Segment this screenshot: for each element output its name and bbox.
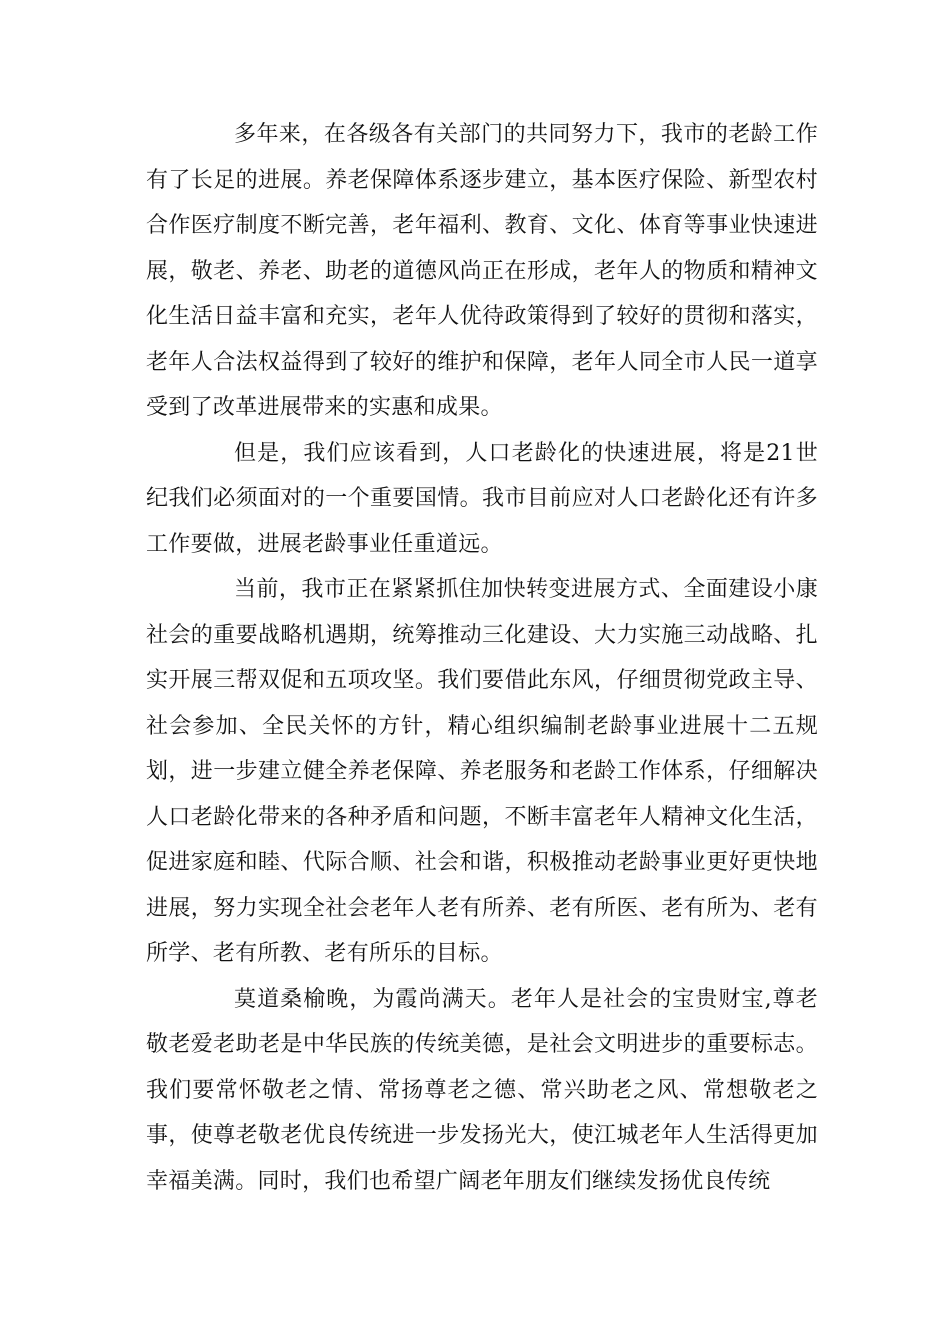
paragraph-1: 多年来，在各级各有关部门的共同努力下，我市的老龄工作有了长足的进展。养老保障体系逐步建立，基本医疗保险、新型农村合作医疗制度不断完善，老年福利、教育、文化、体育等事业快速进展，敬老、养老、助老的道德风尚正在形成，老年人的物质和精神文化生活日益丰富和充实，老年人优待政策得到了较好的贯彻和落实，老年人合法权益得到了较好的维护和保障，老年人同全市人民一道享受到了改革进展带来的实惠和成果。 <box>146 122 818 420</box>
paragraph-2: 但是，我们应该看到，人口老龄化的快速进展，将是21世纪我们必须面对的一个重要国情。我市目前应对人口老龄化还有许多工作要做，进展老龄事业任重道远。 <box>146 440 818 557</box>
paragraph-4: 莫道桑榆晚，为霞尚满天。老年人是社会的宝贵财宝,尊老敬老爱老助老是中华民族的传统美德，是社会文明进步的重要标志。我们要常怀敬老之情、常扬尊老之德、常兴助老之风、常想敬老之事，使尊老敬老优良传统进一步发扬光大，使江城老年人生活得更加幸福美满。同时，我们也希望广阔老年朋友们继续发扬优良传统 <box>146 986 818 1194</box>
paragraph-3: 当前，我市正在紧紧抓住加快转变进展方式、全面建设小康社会的重要战略机遇期，统筹推动三化建设、大力实施三动战略、扎实开展三帮双促和五项攻坚。我们要借此东风，仔细贯彻党政主导、社会参加、全民关怀的方针，精心组织编制老龄事业进展十二五规划，进一步建立健全养老保障、养老服务和老龄工作体系，仔细解决人口老龄化带来的各种矛盾和问题，不断丰富老年人精神文化生活，促进家庭和睦、代际合顺、社会和谐，积极推动老龄事业更好更快地进展，努力实现全社会老年人老有所养、老有所医、老有所为、老有所学、老有所教、老有所乐的目标。 <box>146 577 818 966</box>
document-page <box>146 112 818 1204</box>
